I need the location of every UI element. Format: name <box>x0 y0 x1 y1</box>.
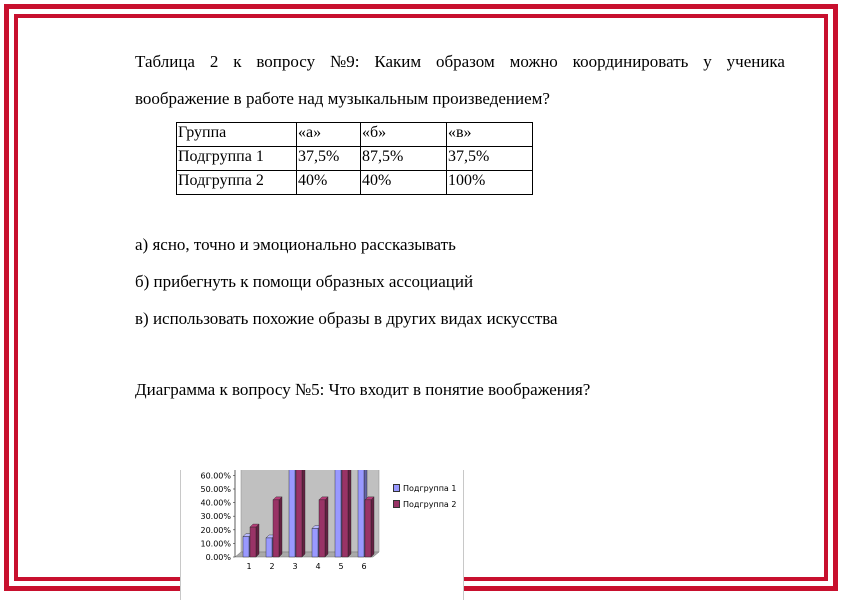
heading-word: координировать <box>572 52 689 71</box>
y-tick-label: 50.00% <box>200 485 231 494</box>
heading-word: у <box>703 52 712 71</box>
bar-side <box>348 470 351 557</box>
y-tick-label: 60.00% <box>200 471 231 481</box>
table-header-cell: «б» <box>361 123 447 147</box>
y-tick-label: 30.00% <box>200 512 231 522</box>
table-cell: 37,5% <box>447 147 533 171</box>
heading-word: к <box>233 52 242 71</box>
y-tick-label: 40.00% <box>200 498 231 508</box>
bar <box>243 537 249 557</box>
bar <box>250 527 256 557</box>
heading-word: можно <box>509 52 558 71</box>
heading-line-1 <box>135 52 785 72</box>
results-table <box>176 122 533 195</box>
table-cell: 40% <box>297 171 361 195</box>
legend-swatch-series-2 <box>393 500 400 508</box>
heading-word: ученика <box>726 52 785 71</box>
table-cell: Подгруппа 1 <box>177 147 297 171</box>
answer-b: б) прибегнуть к помощи образных ассоциаций <box>135 272 474 291</box>
x-tick-label: 4 <box>315 562 321 571</box>
y-tick-label: 20.00% <box>200 525 231 535</box>
diagram-caption: Диаграмма к вопросу №5: Что входит в понятие воображения? <box>135 380 591 399</box>
y-tick-label: 0.00% <box>205 553 231 562</box>
bar <box>266 538 272 557</box>
legend-label: Подгруппа 1 <box>403 483 457 493</box>
y-tick-label: 10.00% <box>200 539 231 549</box>
bar-side <box>279 497 282 557</box>
legend-item <box>393 480 461 496</box>
legend-label: Подгруппа 2 <box>403 499 457 509</box>
x-tick-label: 1 <box>246 562 252 571</box>
table-cell: 40% <box>361 171 447 195</box>
legend-swatch-series-1 <box>393 484 400 492</box>
heading-word: образом <box>435 52 495 71</box>
answer-c: в) использовать похожие образы в других видах искусства <box>135 309 558 328</box>
table-cell: 87,5% <box>361 147 447 171</box>
bar <box>273 500 279 557</box>
bar <box>289 470 295 557</box>
table-header-cell: «в» <box>447 123 533 147</box>
table-header-row <box>177 123 533 147</box>
table-header-cell: Группа <box>177 123 297 147</box>
table-cell: 100% <box>447 171 533 195</box>
heading-line-2: воображение в работе над музыкальным произведением? <box>135 89 550 108</box>
bar <box>365 500 371 557</box>
legend-item <box>393 496 461 512</box>
x-tick-label: 2 <box>269 562 275 571</box>
x-tick-label: 6 <box>361 562 367 571</box>
bar-side <box>325 497 328 557</box>
bar-side <box>256 524 259 557</box>
answer-a: а) ясно, точно и эмоционально рассказывать <box>135 235 456 254</box>
bar <box>358 470 364 557</box>
bar <box>342 470 348 557</box>
heading-word: 2 <box>209 52 219 71</box>
chart-legend <box>393 480 461 512</box>
heading-word: №9: <box>330 52 360 71</box>
bar <box>296 470 302 557</box>
bar <box>319 500 325 557</box>
table-row <box>177 171 533 195</box>
bar-side <box>302 470 305 557</box>
heading-word: Таблица <box>135 52 195 71</box>
x-tick-label: 5 <box>338 562 344 571</box>
table-cell: 37,5% <box>297 147 361 171</box>
heading-word: Каким <box>374 52 422 71</box>
x-tick-label: 3 <box>292 562 298 571</box>
bar-side <box>371 497 374 557</box>
table-header-cell: «а» <box>297 123 361 147</box>
table-cell: Подгруппа 2 <box>177 171 297 195</box>
bar <box>335 470 341 557</box>
bar <box>312 528 318 557</box>
bar-chart <box>180 470 464 600</box>
table-row <box>177 147 533 171</box>
heading-word: вопросу <box>256 52 316 71</box>
